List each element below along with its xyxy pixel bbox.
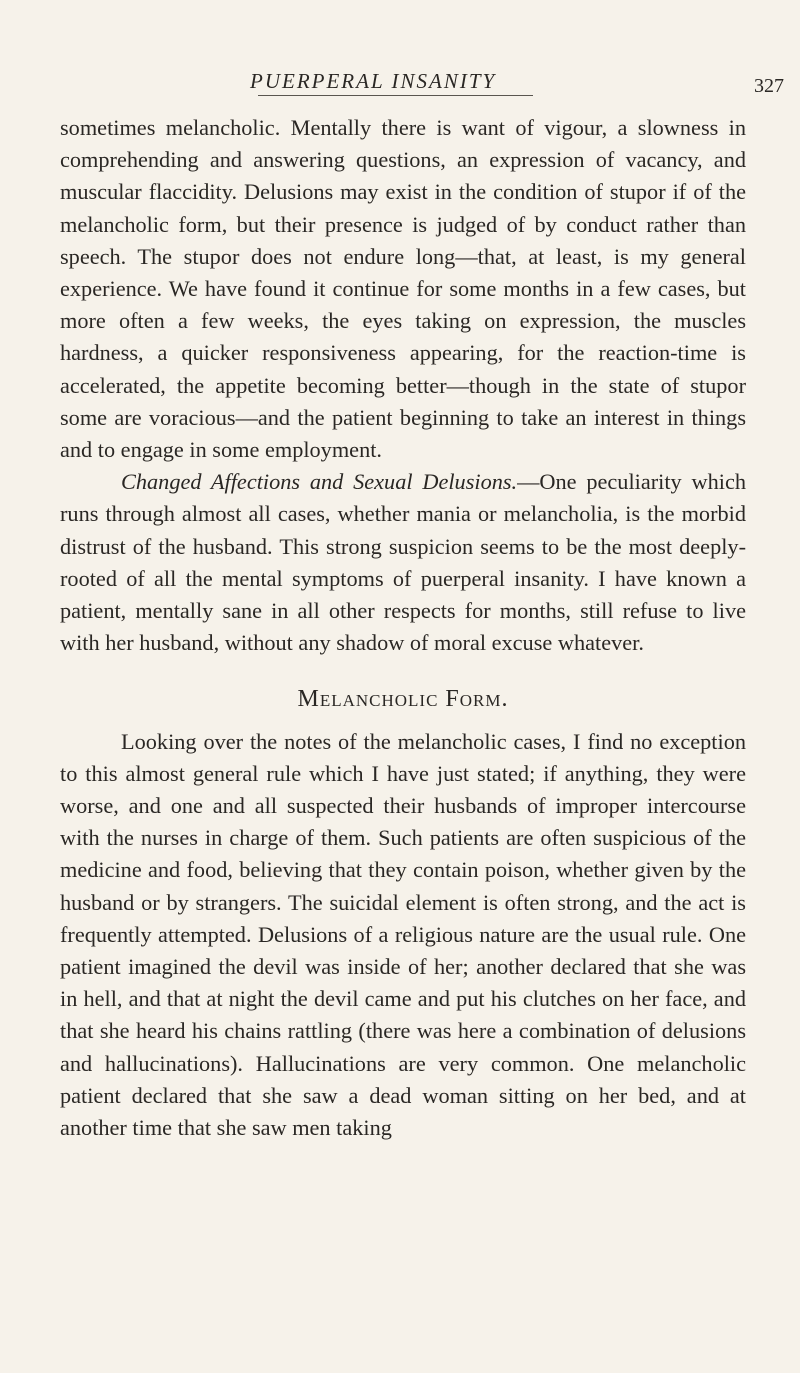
paragraph: Looking over the notes of the melancholic cases, I find no exception to this almost general rule which I have just stated; if anything, they were worse, and one and all suspected their husbands of improper intercourse with the nurses in charge of them. Such patients are often suspicious of the medicine and food, believing that they contain poison, whether given by the husband or by strangers. The suicidal element is often strong, and the act is frequently attempted. Delusions of a religious nature are the usual rule. One patient imagined the devil was inside of her; another declared that she was in hell, and that at night the devil came and put his clutches on her face, and that she heard his chains rattling (there was here a combination of delusions and hallucinations). Hallucinations are very common. One melancholic patient declared that she saw a dead woman sitting on her bed, and at another time that she saw men taking — [60, 728, 746, 1141]
paragraph-text: —One peculiarity which runs through almost all cases, whether mania or melancholia, is the morbid distrust of the husband. This strong suspicion seems to be the most deeply-rooted of all the mental symptoms of puerperal insanity. I have known a patient, mentally sane in all other respects for months, still refuse to live with her husband, without any shadow of moral excuse whatever. — [60, 469, 746, 656]
header-rule — [258, 95, 533, 96]
paragraph-subhead: Changed Affections and Sexual Delusions. — [121, 469, 518, 495]
section-heading: Melancholic Form. — [297, 686, 509, 713]
page-number: 327 — [754, 75, 784, 97]
body-text — [60, 112, 746, 1144]
running-title: PUERPERAL INSANITY — [250, 69, 497, 93]
paragraph: sometimes melancholic. Mentally there is want of vigour, a slowness in comprehending and answering questions, an expression of vacancy, and muscular flaccidity. Delusions may exist in the condition of stupor if of the melancholic form, but their presence is judged of by conduct rather than speech. The stupor does not endure long—that, at least, is my general experience. We have found it continue for some months in a few cases, but more often a few weeks, the eyes taking on expression, the muscles hardness, a quicker responsiveness appearing, for the reaction-time is accelerated, the appetite becoming better—though in the state of stupor some are voracious—and the patient beginning to take an interest in things and to engage in some employment. — [60, 115, 746, 463]
page-header — [0, 63, 800, 103]
paragraph — [60, 466, 746, 659]
